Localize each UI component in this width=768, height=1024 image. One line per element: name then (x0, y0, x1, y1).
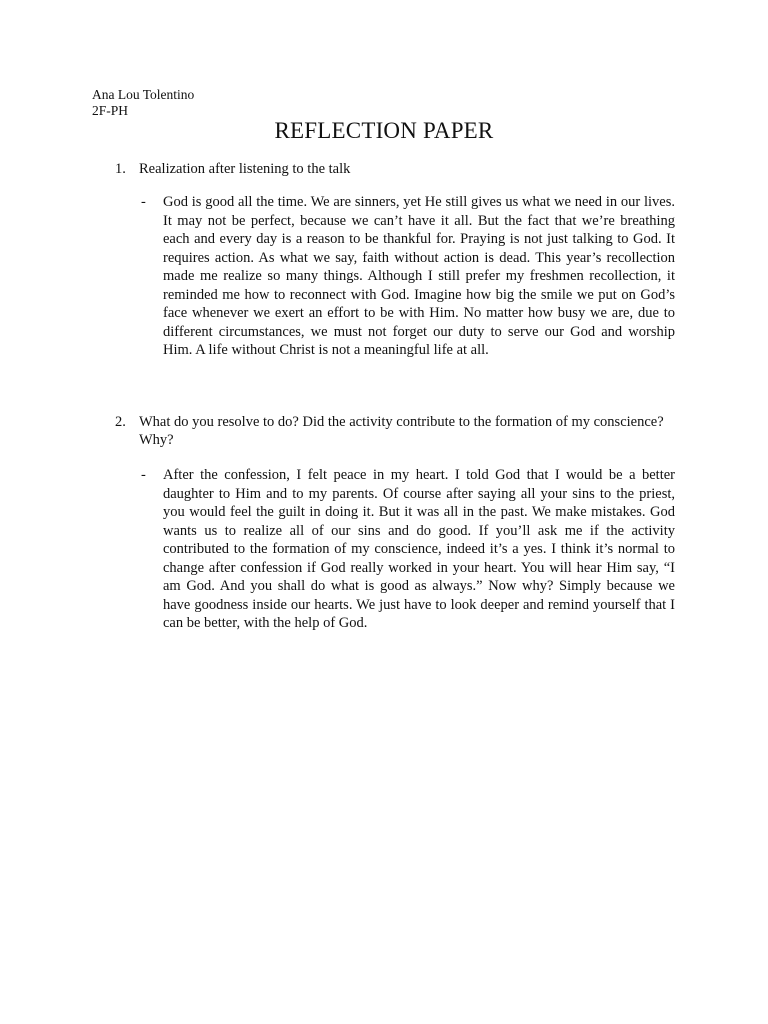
answer-2 (141, 466, 675, 633)
question-number: 2. (115, 414, 126, 430)
question-text: What do you resolve to do? Did the activity contribute to the formation of my conscience? Why? (139, 414, 664, 448)
bullet-dash: - (141, 467, 146, 483)
question-2 (115, 413, 675, 449)
question-number: 1. (115, 161, 126, 177)
author-section: 2F-PH (92, 103, 129, 118)
author-block (92, 87, 194, 119)
answer-text: God is good all the time. We are sinners, yet He still gives us what we need in our lives. It may not be perfect, because we can’t have it all. But the fact that we’re breathing each and every day is a reason to be thankful for. Praying is not just talking to God. It requires action. As what we say, faith without action is dead. This year’s recollection made me realize so many things. Although I still prefer my freshmen recollection, it reminded me how to reconnect with God. Imagine how big the smile we put on God’s face whenever we exert an effort to be with Him. No matter how busy we are, due to different circumstances, we must not forget our duty to serve our God and worship Him. A life without Christ is not a meaningful life at all. (163, 194, 675, 358)
author-name: Ana Lou Tolentino (92, 87, 195, 102)
question-1 (115, 160, 675, 178)
answer-1 (141, 193, 675, 360)
question-text: Realization after listening to the talk (139, 161, 351, 177)
bullet-dash: - (141, 194, 146, 210)
answer-text: After the confession, I felt peace in my heart. I told God that I would be a better daughter to Him and to my parents. Of course after saying all your sins to the priest, you would feel the guilt in doing it. But it was all in the past. We make mistakes. God wants us to realize all of our sins and do good. If you’ll ask me if the activity contributed to the formation of my conscience, indeed it’s a yes. I think it’s normal to change after confession if God really worked in your heart. You will hear Him say, “I am God. And you shall do what is good as always.” Now why? Simply because we have goodness inside our hearts. We just have to look deeper and remind yourself that I can be better, with the help of God. (163, 467, 675, 631)
page-title: REFLECTION PAPER (274, 118, 494, 143)
